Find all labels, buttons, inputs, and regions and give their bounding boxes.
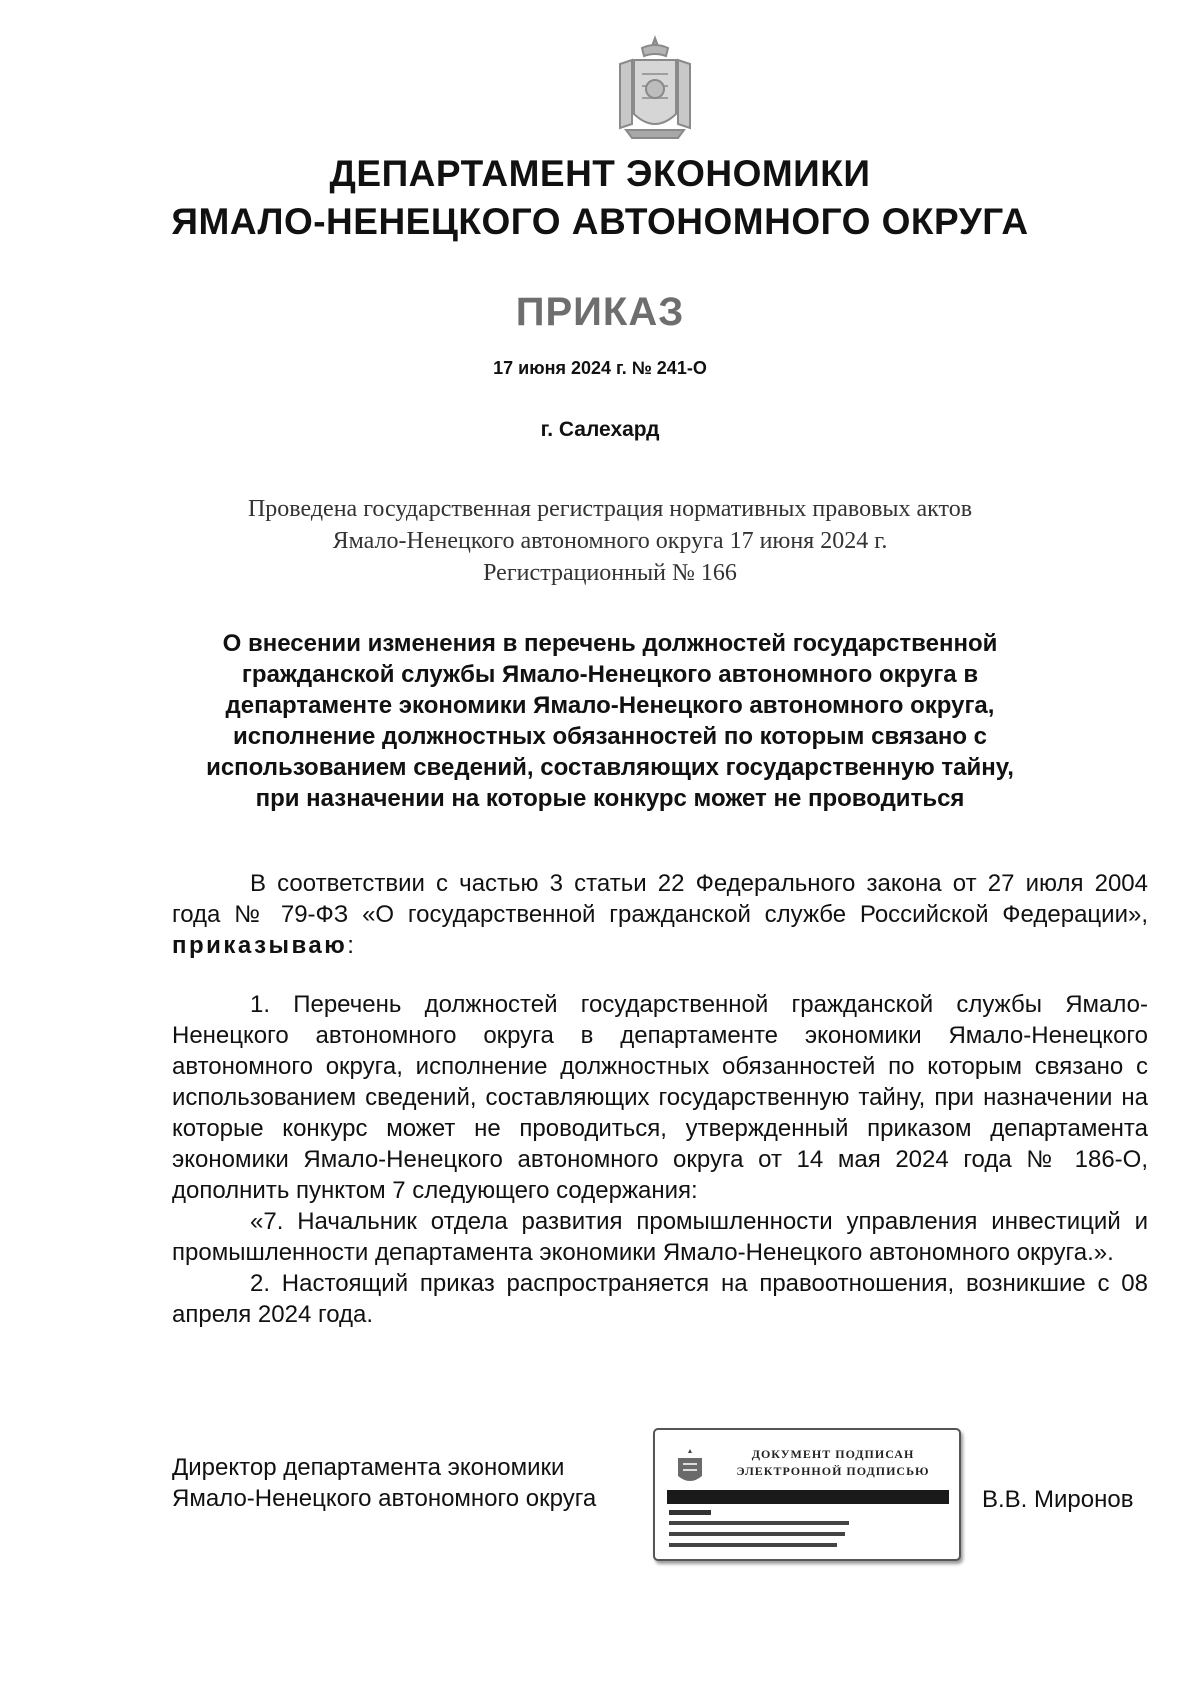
subject-line1: О внесении изменения в перечень должностей государственной: [222, 630, 998, 657]
subject-line2: гражданской службы Ямало-Ненецкого автономного округа в: [241, 661, 979, 688]
preamble-paragraph: [172, 868, 1148, 961]
subject-line3: департаменте экономики Ямало-Ненецкого автономного округа,: [225, 692, 995, 719]
preamble-emphasis: приказываю: [172, 932, 348, 959]
stamp-title-line1: ДОКУМЕНТ ПОДПИСАН: [751, 1447, 915, 1461]
signatory-position: [172, 1452, 596, 1514]
item-2-paragraph: 2. Настоящий приказ распространяется на правоотношения, возникшие с 08 апреля 2024 года.: [172, 1270, 1148, 1328]
registration-line3: Регистрационный № 166: [483, 560, 737, 586]
order-heading: ПРИКАЗ: [515, 290, 685, 334]
registration-note: [180, 493, 1040, 589]
signatory-name: В.В. Миронов: [982, 1486, 1134, 1513]
order-body: [172, 868, 1148, 1330]
signatory-position-line2: Ямало-Ненецкого автономного округа: [172, 1485, 597, 1512]
item-1-quote-paragraph: «7. Начальник отдела развития промышленности управления инвестиций и промышленности департамента экономики Ямало-Ненецкого автономного округа.».: [172, 1208, 1148, 1266]
stamp-emblem-icon: [675, 1448, 705, 1486]
stamp-certificate-details: [669, 1508, 953, 1556]
registration-line2: Ямало-Ненецкого автономного округа 17 июня 2024 г.: [332, 528, 888, 554]
coat-of-arms-emblem: [612, 34, 698, 142]
order-city: г. Салехард: [540, 418, 660, 441]
registration-line1: Проведена государственная регистрация нормативных правовых актов: [247, 496, 973, 522]
department-title-line1: ДЕПАРТАМЕНТ ЭКОНОМИКИ: [329, 153, 871, 194]
department-title-line2: ЯМАЛО-НЕНЕЦКОГО АВТОНОМНОГО ОКРУГА: [171, 201, 1029, 242]
department-title: [100, 150, 1100, 246]
subject-line6: при назначении на которые конкурс может не проводиться: [255, 785, 965, 812]
electronic-signature-stamp: [653, 1428, 961, 1561]
subject-line5: использованием сведений, составляющих государственную тайну,: [206, 754, 1014, 781]
signatory-position-line1: Директор департамента экономики: [172, 1454, 565, 1481]
stamp-certificate-bar: [667, 1490, 949, 1504]
stamp-title: [715, 1446, 951, 1480]
stamp-title-line2: ЭЛЕКТРОННОЙ ПОДПИСЬЮ: [736, 1464, 930, 1478]
order-subject: [170, 628, 1050, 814]
item-1-paragraph: 1. Перечень должностей государственной гражданской службы Ямало-Ненецкого автономного округа в департаменте экономики Ямало-Ненецкого автономного округа, исполнение должностных обязанностей по которым связано с использованием сведений, составляющих государственную тайну, при назначении на которые конкурс может не проводиться, утвержденный приказом департамента экономики Ямало-Ненецкого автономного округа от 14 мая 2024 года № 186-О, дополнить пунктом 7 следующего содержания:: [172, 991, 1148, 1204]
preamble-tail: :: [347, 932, 354, 959]
order-date-number: 17 июня 2024 г. № 241-О: [493, 358, 707, 378]
subject-line4: исполнение должностных обязанностей по которым связано с: [232, 723, 988, 750]
preamble-text: В соответствии с частью 3 статьи 22 Федерального закона от 27 июля 2004 года № 79-ФЗ «О государственной гражданской службе Российской Федерации»,: [172, 870, 1148, 928]
